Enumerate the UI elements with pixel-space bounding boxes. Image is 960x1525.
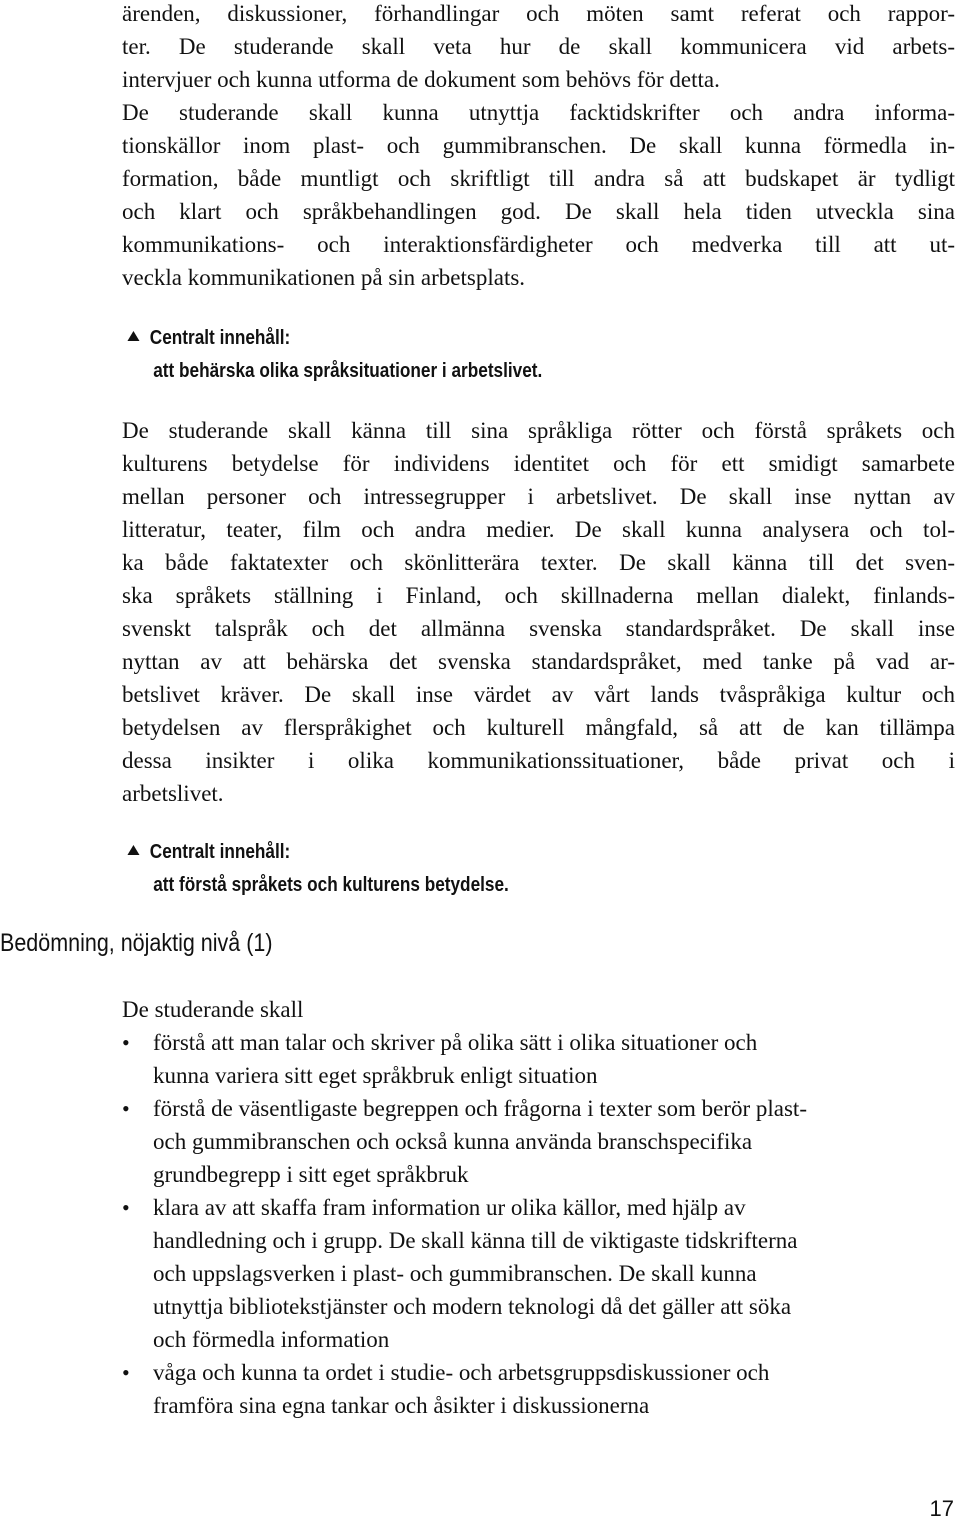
bullet-line: grundbegrepp i sitt eget språkbruk — [153, 1162, 469, 1187]
triangle-up-icon — [127, 331, 139, 341]
text-line: betslivet kräver. De skall inse värdet av vårt lands tvåspråkiga kultur och — [122, 682, 955, 707]
triangle-up-icon — [127, 845, 139, 855]
central-content-2 — [124, 836, 657, 902]
list-item — [122, 1191, 952, 1356]
text-line: tionskällor inom plast- och gummibranschen. De skall kunna förmedla in- — [122, 133, 955, 158]
assessment-list — [122, 1026, 952, 1422]
central-content-text: att behärska olika språksituationer i arbetslivet. — [153, 360, 543, 382]
text-line: kommunikations- och interaktionsfärdigheter och medverka till att ut- — [122, 232, 955, 257]
text-line: ka både faktatexter och skönlitterära texter. De skall känna till det sven- — [122, 550, 955, 575]
bullet-line: förstå att man talar och skriver på olika sätt i olika situationer och — [153, 1030, 758, 1055]
assessment-intro: De studerande skall — [122, 997, 304, 1022]
text-line: och klart och språkbehandlingen god. De skall hela tiden utveckla sina — [122, 199, 955, 224]
text-line: ter. De studerande skall veta hur de skall kommunicera vid arbets- — [122, 34, 955, 59]
text-line: De studerande skall kunna utnyttja facktidskrifter och andra informa- — [122, 100, 955, 125]
central-content-1 — [124, 322, 657, 388]
list-item — [122, 1026, 952, 1092]
bullet-line: kunna variera sitt eget språkbruk enligt situation — [153, 1063, 598, 1088]
text-line: betydelsen av flerspråkighet och kulturell mångfald, så att de kan tillämpa — [122, 715, 955, 740]
bullet-line: och uppslagsverken i plast- och gummibranschen. De skall kunna — [153, 1261, 757, 1286]
text-line: dessa insikter i olika kommunikationssituationer, både privat och i — [122, 748, 955, 773]
text-line: intervjuer och kunna utforma de dokument som behövs för detta. — [122, 67, 720, 92]
central-content-label: Centralt innehåll: — [149, 327, 291, 349]
text-line: nyttan av att behärska det svenska standardspråket, med tanke på vad ar- — [122, 649, 955, 674]
list-item — [122, 1356, 952, 1422]
text-line: kulturens betydelse för individens identitet och för ett smidigt samarbete — [122, 451, 955, 476]
bullet-line: och gummibranschen och också kunna använda branschspecifika — [153, 1129, 753, 1154]
assessment-heading: Bedömning, nöjaktig nivå (1) — [0, 929, 273, 957]
text-line: veckla kommunikationen på sin arbetsplats. — [122, 265, 526, 290]
text-line: ska språkets ställning i Finland, och skillnaderna mellan dialekt, finlands- — [122, 583, 955, 608]
page-number: 17 — [929, 1496, 954, 1521]
text-line: ärenden, diskussioner, förhandlingar och möten samt referat och rappor- — [122, 1, 955, 26]
text-line: litteratur, teater, film och andra medier. De skall kunna analysera och tol- — [122, 517, 955, 542]
bullet-line: förstå de väsentligaste begreppen och frågorna i texter som berör plast- — [153, 1096, 807, 1121]
bullet-line: och förmedla information — [153, 1327, 390, 1352]
central-content-label: Centralt innehåll: — [149, 841, 291, 863]
text-line: svenskt talspråk och det allmänna svenska standardspråket. De skall inse — [122, 616, 955, 641]
bullet-line: framföra sina egna tankar och åsikter i diskussionerna — [153, 1393, 650, 1418]
central-content-text: att förstå språkets och kulturens betydelse. — [153, 874, 509, 896]
bullet-line: våga och kunna ta ordet i studie- och arbetsgruppsdiskussioner och — [153, 1360, 770, 1385]
text-line: arbetslivet. — [122, 781, 224, 806]
text-line: formation, både muntligt och skriftligt till andra så att budskapet är tydligt — [122, 166, 955, 191]
bullet-line: utnyttja bibliotekstjänster och modern teknologi då det gäller att söka — [153, 1294, 792, 1319]
list-item — [122, 1092, 952, 1191]
bullet-line: handledning och i grupp. De skall känna till de viktigaste tidskrifterna — [153, 1228, 798, 1253]
bullet-line: klara av att skaffa fram information ur olika källor, med hjälp av — [153, 1195, 746, 1220]
text-line: De studerande skall känna till sina språkliga rötter och förstå språkets och — [122, 418, 955, 443]
text-line: mellan personer och intressegrupper i arbetslivet. De skall inse nyttan av — [122, 484, 955, 509]
